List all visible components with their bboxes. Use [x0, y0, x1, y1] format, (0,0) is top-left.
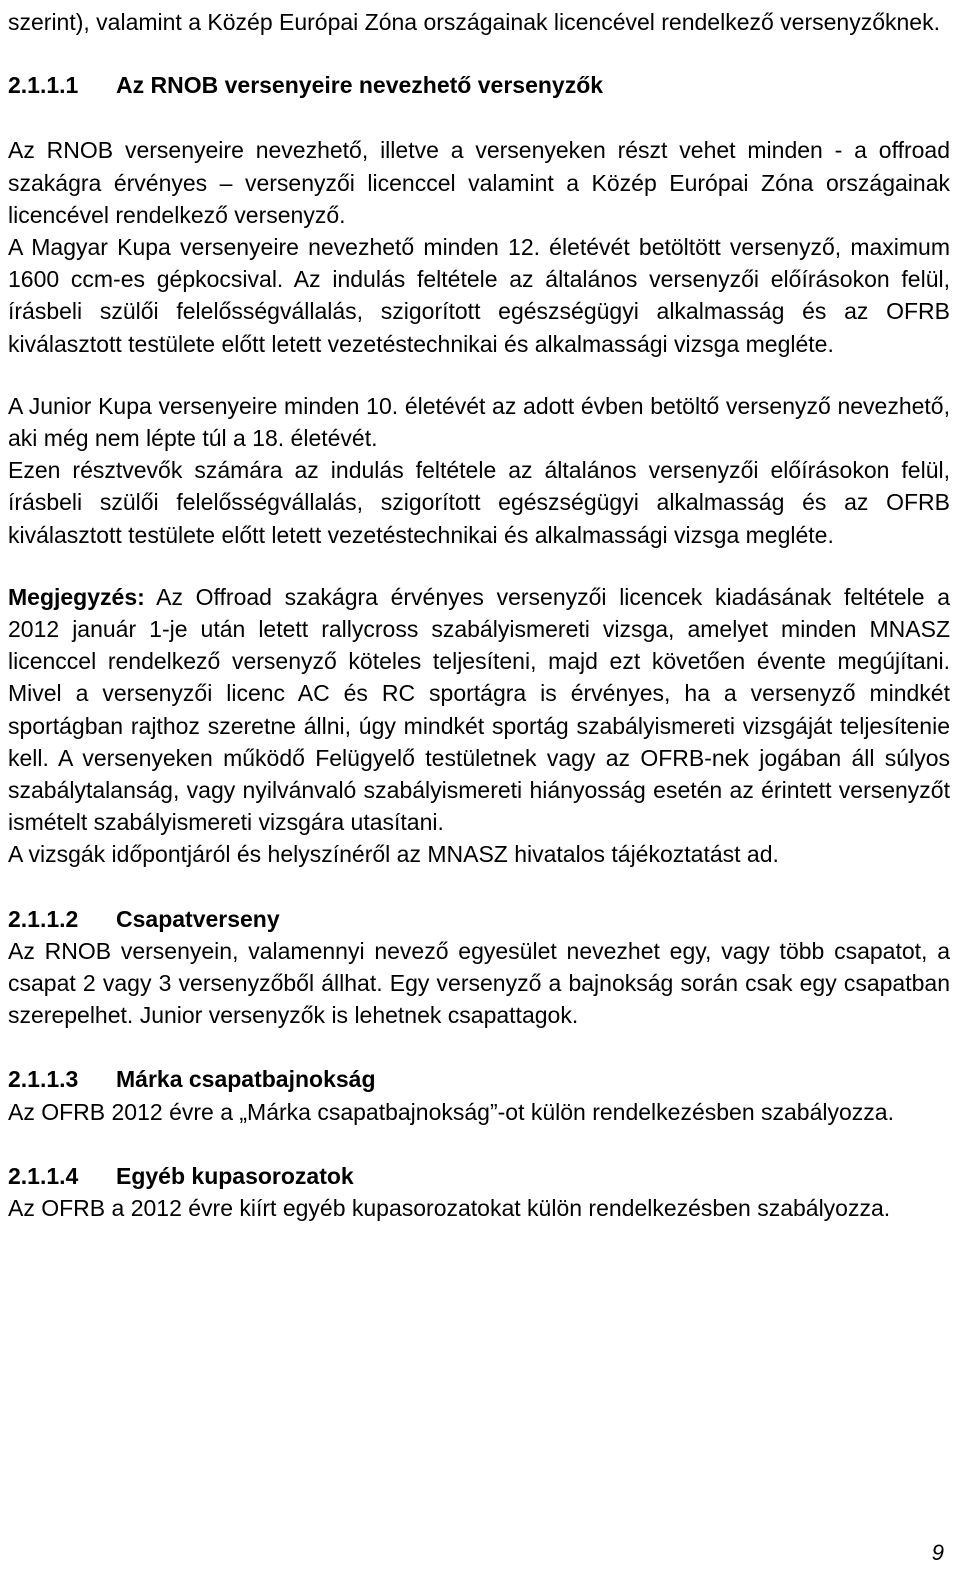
- section-heading-2-1-1-1: [8, 69, 950, 101]
- section-heading-2-1-1-2: [8, 903, 950, 935]
- section-title: Az RNOB versenyeire nevezhető versenyzők: [116, 72, 604, 99]
- paragraph-exam-info: A vizsgák időpontjáról és helyszínéről az MNASZ hivatalos tájékoztatást ad.: [8, 841, 779, 868]
- note-label: Megjegyzés:: [8, 583, 145, 610]
- section-number: 2.1.1.1: [8, 72, 79, 99]
- paragraph-team-competition: Az RNOB versenyein, valamennyi nevező egyesület nevezhet egy, vagy több csapatot, a csapat 2 vagy 3 versenyzőből állhat. Egy versenyző a bajnokság során csak egy csapatban szerepelhet. Junior versenyzők is lehetnek csapattagok.: [8, 937, 950, 1029]
- paragraph-brand-championship: Az OFRB 2012 évre a „Márka csapatbajnokság”-ot külön rendelkezésben szabályozza.: [8, 1098, 894, 1125]
- section-title: Csapatverseny: [116, 905, 280, 932]
- section-heading-2-1-1-4: [8, 1160, 950, 1192]
- section-heading-2-1-1-3: [8, 1063, 950, 1095]
- page-number: 9: [931, 1540, 944, 1565]
- paragraph-junior-conditions: Ezen résztvevők számára az indulás feltétele az általános versenyzői előírásokon felül, írásbeli szülői felelősségvállalás, szigorított egészségügyi alkalmasság és az OFRB kiválasztott testülete előtt letett vezetéstechnikai és alkalmassági vizsga megléte.: [8, 457, 950, 548]
- section-title: Egyéb kupasorozatok: [116, 1162, 354, 1189]
- note-text: Az Offroad szakágra érvényes versenyzői licencek kiadásának feltétele a 2012 január 1-je után letett rallycross szabályismereti vizsga, amelyet minden MNASZ licenccel rendelkező versenyző köteles teljesíteni, majd ezt követően évente megújítani. Mivel a versenyzői licenc AC és RC sportágra is érvényes, ha a versenyző mindkét sportágban rajthoz szeretne állni, úgy mindkét sportág szabályismereti vizsgáját teljesítenie kell. A versenyeken működő Felügyelő testületnek vagy az OFRB-nek jogában áll súlyos szabálytalanság, vagy nyilvánvaló szabályismereti hiányosság esetén az érintett versenyzőt ismételt szabályismereti vizsgára utasítani.: [8, 583, 950, 836]
- paragraph-eligibility: Az RNOB versenyeire nevezhető, illetve a versenyeken részt vehet minden - a offroad szakágra érvényes – versenyzői licenccel valamint a Közép Európai Zóna országainak licencével rendelkező versenyző.: [8, 137, 950, 228]
- section-number: 2.1.1.4: [8, 1162, 79, 1189]
- document-page: [8, 0, 950, 1224]
- paragraph-note: [8, 581, 950, 839]
- section-number: 2.1.1.3: [8, 1066, 79, 1093]
- intro-paragraph: szerint), valamint a Közép Európai Zóna országainak licencével rendelkező versenyzőknek.: [8, 9, 940, 35]
- paragraph-other-cups: Az OFRB a 2012 évre kiírt egyéb kupasorozatokat külön rendelkezésben szabályozza.: [8, 1195, 891, 1222]
- section-title: Márka csapatbajnokság: [116, 1066, 376, 1093]
- section-number: 2.1.1.2: [8, 905, 79, 932]
- paragraph-magyar-kupa: A Magyar Kupa versenyeire nevezhető minden 12. életévét betöltött versenyző, maximum 1600 ccm-es gépkocsival. Az indulás feltétele az általános versenyzői előírásokon felül, írásbeli szülői felelősségvállalás, szigorított egészségügyi alkalmasság és az OFRB kiválasztott testülete előtt letett vezetéstechnikai és alkalmassági vizsga megléte.: [8, 234, 950, 357]
- paragraph-junior-kupa: A Junior Kupa versenyeire minden 10. életévét az adott évben betöltő versenyző nevezhető, aki még nem lépte túl a 18. életévét.: [8, 392, 950, 452]
